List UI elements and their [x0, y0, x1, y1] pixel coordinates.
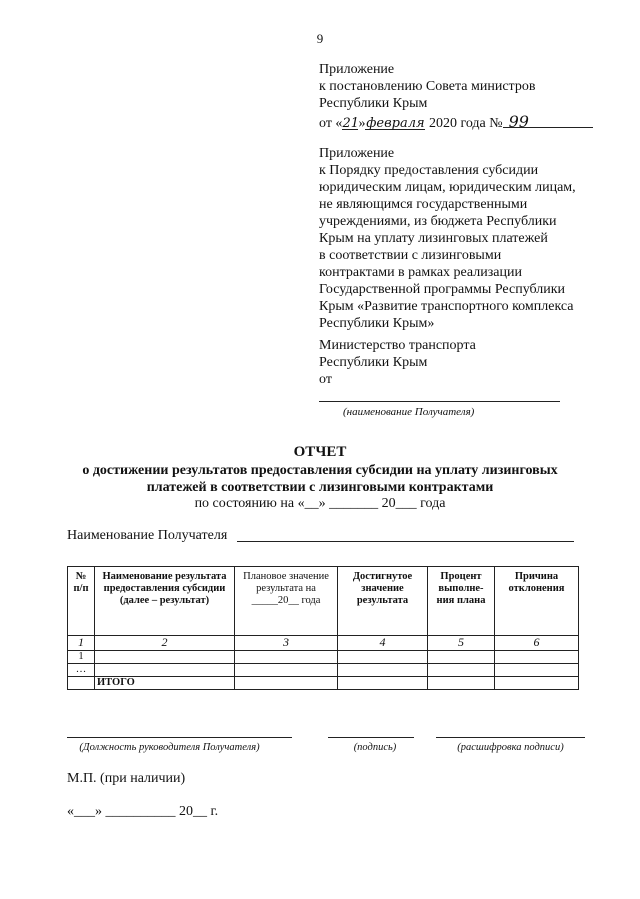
table-cell — [338, 651, 428, 664]
column-number: 3 — [235, 636, 338, 651]
column-number: 1 — [68, 636, 95, 651]
recipient-name-field-line — [237, 541, 574, 542]
table-cell — [235, 651, 338, 664]
procedure-line: Государственной программы Республики — [319, 282, 566, 297]
handwritten-day: 21 — [342, 116, 359, 131]
table-cell — [428, 664, 495, 677]
recipient-name-caption: (наименование Получателя) — [343, 406, 475, 418]
report-title: ОТЧЕТ — [293, 444, 347, 460]
date-prefix: от « — [319, 116, 343, 131]
appendix-line: Приложение — [319, 62, 395, 77]
signature-line — [328, 737, 414, 738]
column-number: 5 — [428, 636, 495, 651]
procedure-line: Крым «Развитие транспортного комплекса — [319, 299, 574, 314]
header-result-name: Наименование результата предоставления субсидии (далее – результат) — [95, 567, 235, 636]
header-deviation-reason: Причина отклонения — [495, 567, 579, 636]
recipient-name-line — [319, 401, 560, 402]
signature-decoding-line — [436, 737, 585, 738]
procedure-line: Приложение — [319, 146, 395, 161]
procedure-line: контрактами в рамках реализации — [319, 265, 522, 280]
table-total-row — [68, 677, 579, 690]
column-number: 6 — [495, 636, 579, 651]
table-cell — [95, 651, 235, 664]
column-number: 2 — [95, 636, 235, 651]
table-cell — [495, 651, 579, 664]
report-as-of-date: по состоянию на «__» _______ 20___ года — [194, 496, 446, 511]
appendix-line: к постановлению Совета министров — [319, 79, 536, 94]
table-cell — [495, 664, 579, 677]
date-year: 2020 года № — [425, 116, 503, 131]
recipient-name-label: Наименование Получателя — [67, 528, 228, 543]
table-cell — [95, 664, 235, 677]
header-achieved-value: Достигнутое значение результата — [338, 567, 428, 636]
table-cell: … — [68, 664, 95, 677]
procedure-line: Крым на уплату лизинговых платежей — [319, 231, 548, 246]
addressee-line: от — [319, 372, 332, 387]
results-table — [67, 566, 579, 690]
page-number: 9 — [316, 31, 324, 46]
table-row — [68, 664, 579, 677]
table-cell — [68, 677, 95, 690]
report-date-line: «___» __________ 20__ г. — [67, 804, 219, 819]
table-cell — [235, 664, 338, 677]
table-cell — [428, 651, 495, 664]
procedure-line: в соответствии с лизинговыми — [319, 248, 502, 263]
stamp-place: М.П. (при наличии) — [67, 771, 186, 786]
appendix-procedure-block — [319, 145, 619, 332]
handwritten-doc-number: 99 — [503, 113, 593, 128]
table-header-row — [68, 567, 579, 636]
procedure-line: юридическим лицам, юридическим лицам, — [319, 180, 576, 195]
table-cell — [235, 677, 338, 690]
column-number-row — [68, 636, 579, 651]
position-signature-line — [67, 737, 292, 738]
signature-caption: (подпись) — [353, 742, 397, 753]
table-cell — [338, 677, 428, 690]
addressee-line: Министерство транспорта — [319, 338, 476, 353]
table-cell — [428, 677, 495, 690]
total-label: ИТОГО — [95, 677, 235, 690]
addressee-block — [319, 337, 619, 388]
decoding-caption: (расшифровка подписи) — [457, 742, 564, 753]
position-caption: (Должность руководителя Получателя) — [79, 742, 260, 753]
procedure-line: учреждениями, из бюджета Республики — [319, 214, 557, 229]
handwritten-month: февраля — [366, 116, 425, 131]
procedure-line: не являющимся государственными — [319, 197, 528, 212]
appendix-resolution-block — [319, 61, 619, 132]
header-planned-value: Плановое значение результата на _____20__ года — [235, 567, 338, 636]
appendix-date-line — [319, 113, 619, 132]
procedure-line: к Порядку предоставления субсидии — [319, 163, 539, 178]
table-cell — [495, 677, 579, 690]
addressee-line: Республики Крым — [319, 355, 428, 370]
table-cell — [338, 664, 428, 677]
table-cell: 1 — [68, 651, 95, 664]
appendix-line: Республики Крым — [319, 96, 428, 111]
date-mid: » — [358, 116, 366, 131]
report-subtitle-line1: о достижении результатов предоставления субсидии на уплату лизинговых — [82, 463, 558, 478]
table-row — [68, 651, 579, 664]
header-completion-percent: Процент выполне-ния плана — [428, 567, 495, 636]
report-subtitle-line2: платежей в соответствии с лизинговыми контрактами — [146, 480, 494, 495]
header-number: № п/п — [68, 567, 95, 636]
column-number: 4 — [338, 636, 428, 651]
procedure-line: Республики Крым» — [319, 316, 435, 331]
